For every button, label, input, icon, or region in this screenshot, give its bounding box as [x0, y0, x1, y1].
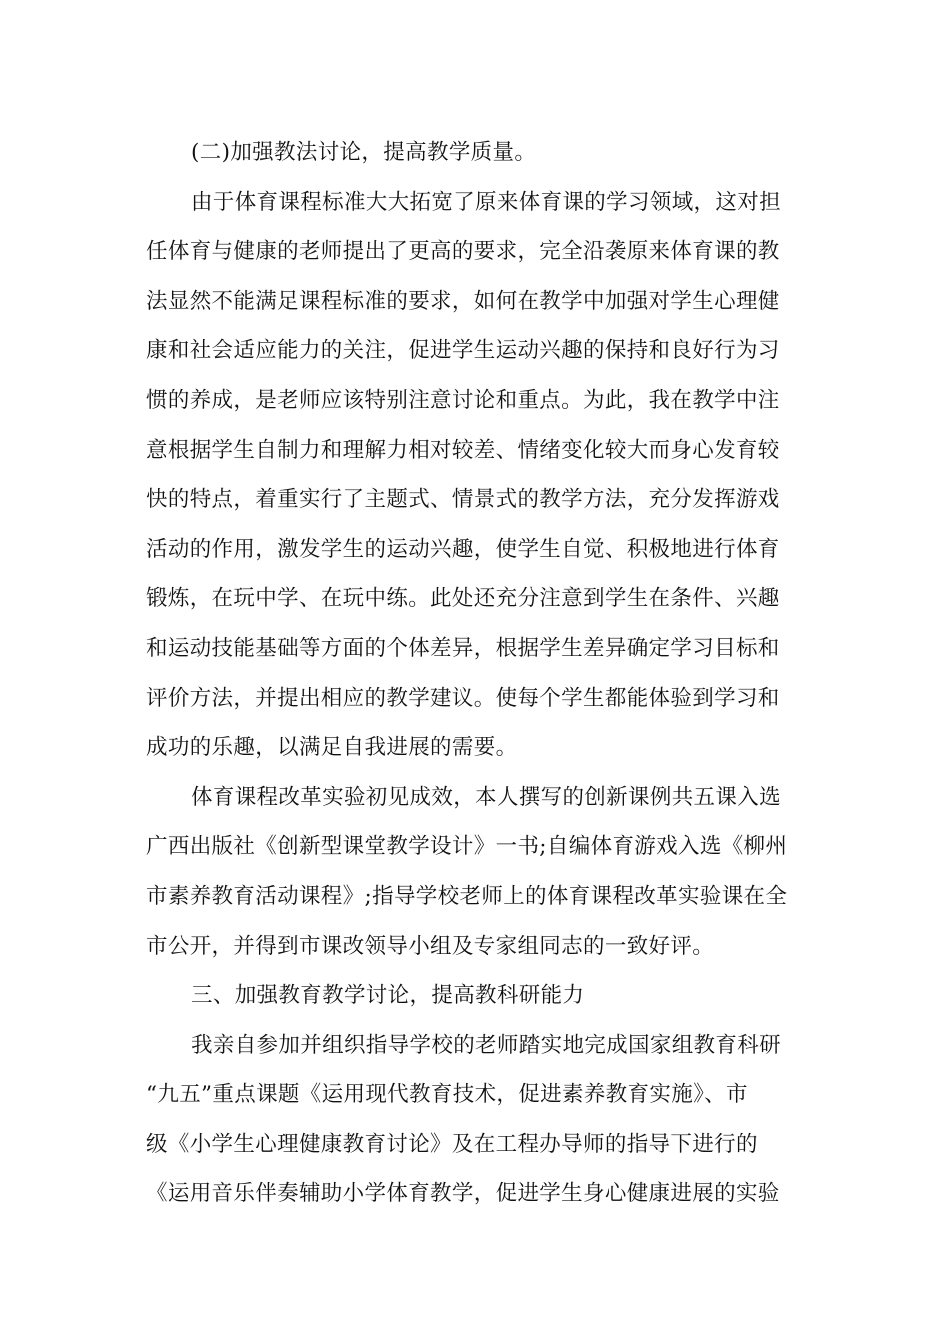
text-line: 市公开，并得到市课改领导小组及专家组同志的一致好评。	[146, 933, 715, 959]
text-line: 评价方法，并提出相应的教学建议。使每个学生都能体验到学习和	[146, 685, 780, 711]
text-line: 体育课程改革实验初见成效，本人撰写的创新课例共五课入选	[191, 784, 781, 810]
text-line: 锻炼，在玩中学、在玩中练。此处还充分注意到学生在条件、兴趣	[146, 586, 780, 612]
text-line: 和运动技能基础等方面的个体差异，根据学生差异确定学习目标和	[146, 635, 780, 661]
text-line: 市素养教育活动课程》;指导学校老师上的体育课程改革实验课在全	[146, 883, 788, 909]
text-line: 由于体育课程标准大大拓宽了原来体育课的学习领域，这对担	[191, 189, 781, 215]
text-line: 级《小学生心理健康教育讨论》及在工程办导师的指导下进行的	[146, 1131, 758, 1157]
text-line: 广西出版社《创新型课堂教学设计》一书;自编体育游戏入选《柳州	[146, 834, 788, 860]
text-line: 我亲自参加并组织指导学校的老师踏实地完成国家组教育科研	[191, 1032, 781, 1058]
text-line: 《运用音乐伴奏辅助小学体育教学，促进学生身心健康进展的实验	[146, 1181, 780, 1207]
text-line: “九五”重点课题《运用现代教育技术，促进素养教育实施》、市	[146, 1082, 748, 1108]
text-line: 快的特点，着重实行了主题式、情景式的教学方法，充分发挥游戏	[146, 487, 780, 513]
text-line: (二)加强教法讨论，提高教学质量。	[191, 140, 537, 165]
text-line: 活动的作用，激发学生的运动兴趣，使学生自觉、积极地进行体育	[146, 536, 780, 562]
text-line: 惯的养成，是老师应该特别注意讨论和重点。为此，我在教学中注	[146, 387, 780, 413]
text-line: 意根据学生自制力和理解力相对较差、情绪变化较大而身心发育较	[146, 437, 780, 463]
text-line: 法显然不能满足课程标准的要求，如何在教学中加强对学生心理健	[146, 288, 780, 314]
text-line: 成功的乐趣，以满足自我进展的需要。	[146, 735, 518, 761]
text-line: 康和社会适应能力的关注，促进学生运动兴趣的保持和良好行为习	[146, 338, 780, 364]
section-heading: 三、加强教育教学讨论，提高教科研能力	[191, 983, 585, 1009]
text-line: 任体育与健康的老师提出了更高的要求，完全沿袭原来体育课的教	[146, 239, 780, 265]
document-body	[146, 128, 808, 1219]
